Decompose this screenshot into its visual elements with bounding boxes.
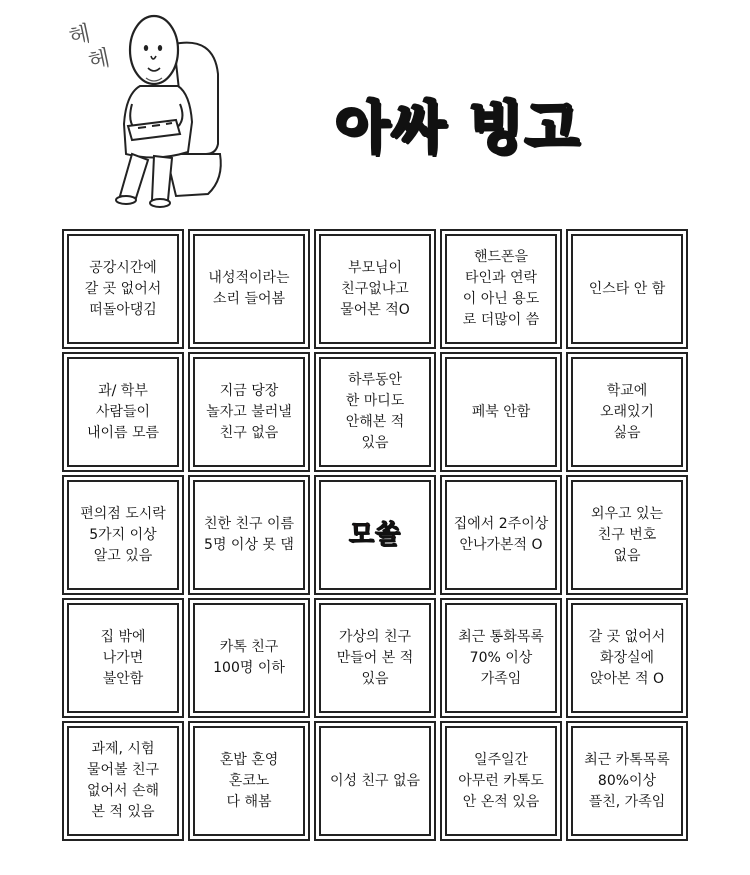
bingo-cell-label: 과제, 시험 물어볼 친구 없어서 손해 본 적 있음	[86, 741, 160, 820]
bingo-cell-frame	[67, 357, 179, 467]
bingo-cell-label: 페북 안함	[471, 403, 531, 420]
laugh-char-1: 헤	[66, 21, 93, 51]
bingo-cell-frame	[571, 234, 683, 344]
bingo-cell[interactable]	[62, 229, 184, 349]
bingo-cell[interactable]	[440, 598, 562, 718]
bingo-cell[interactable]	[314, 598, 436, 718]
bingo-cell[interactable]	[188, 475, 310, 595]
bingo-cell[interactable]	[566, 721, 688, 841]
bingo-cell[interactable]	[188, 352, 310, 472]
bingo-cell-label: 친한 친구 이름 5명 이상 못 댐	[203, 516, 295, 553]
bingo-cell-frame	[445, 234, 557, 344]
bingo-cell-frame	[67, 480, 179, 590]
bingo-cell-label: 이성 친구 없음	[329, 772, 421, 789]
laugh-char-2: 헤	[86, 45, 113, 75]
bingo-cell-label: 핸드폰을 타인과 연락 이 아닌 용도 로 더많이 씀	[462, 249, 540, 328]
bingo-cell[interactable]	[566, 229, 688, 349]
bingo-cell-label: 갈 곳 없어서 화장실에 앉아본 적 O	[588, 628, 666, 687]
bingo-cell-frame	[319, 603, 431, 713]
bingo-cell-label: 혼밥 혼영 혼코노 다 해봄	[219, 751, 279, 810]
bingo-cell[interactable]	[566, 598, 688, 718]
bingo-free-label: 모쏠	[348, 519, 402, 550]
bingo-cell[interactable]	[62, 352, 184, 472]
bingo-cell-frame	[571, 603, 683, 713]
bingo-cell-label: 과/ 학부 사람들이 내이름 모름	[86, 382, 160, 441]
bingo-cell-label: 외우고 있는 친구 번호 없음	[590, 505, 664, 564]
bingo-cell-label: 부모님이 친구없냐고 물어본 적O	[340, 259, 410, 318]
bingo-cell[interactable]	[188, 229, 310, 349]
bingo-cell-frame	[319, 357, 431, 467]
bingo-cell-frame	[193, 480, 305, 590]
bingo-cell-frame	[445, 726, 557, 836]
bingo-cell-frame	[67, 726, 179, 836]
bingo-cell[interactable]	[314, 721, 436, 841]
bingo-cell[interactable]	[566, 475, 688, 595]
bingo-cell[interactable]	[566, 352, 688, 472]
bingo-cell-label: 인스타 안 함	[588, 280, 666, 297]
bingo-cell-label: 지금 당장 놀자고 불러낼 친구 없음	[206, 382, 292, 441]
bingo-cell-label: 카톡 친구 100명 이하	[213, 639, 285, 676]
bingo-cell-frame	[319, 234, 431, 344]
bingo-cell[interactable]	[188, 598, 310, 718]
bingo-cell-label: 내성적이라는 소리 들어봄	[208, 270, 290, 307]
bingo-cell-label: 하루동안 한 마디도 안해본 적 있음	[345, 372, 405, 451]
bingo-cell[interactable]	[440, 721, 562, 841]
bingo-cell-label: 최근 카톡목록 80%이상 플친, 가족임	[584, 751, 670, 810]
bingo-cell[interactable]	[62, 475, 184, 595]
bingo-cell-label: 가상의 친구 만들어 본 적 있음	[336, 628, 414, 687]
bingo-cell[interactable]	[188, 721, 310, 841]
bingo-cell-frame	[445, 357, 557, 467]
bingo-cell-label: 학교에 오래있기 싫음	[599, 382, 655, 441]
bingo-cell-label: 집에서 2주이상 안나가본적 O	[453, 516, 549, 553]
bingo-cell-label: 최근 통화목록 70% 이상 가족임	[458, 628, 544, 687]
bingo-board	[62, 229, 692, 844]
bingo-cell-frame	[67, 234, 179, 344]
bingo-cell[interactable]	[314, 352, 436, 472]
bingo-cell-frame	[571, 726, 683, 836]
bingo-cell[interactable]	[62, 721, 184, 841]
toilet-man-illustration	[96, 4, 226, 214]
bingo-cell-frame	[445, 603, 557, 713]
bingo-cell-label: 일주일간 아무런 카톡도 안 온적 있음	[458, 751, 544, 810]
bingo-cell[interactable]	[440, 352, 562, 472]
bingo-cell[interactable]	[62, 598, 184, 718]
bingo-cell[interactable]	[314, 229, 436, 349]
bingo-cell-frame	[67, 603, 179, 713]
bingo-cell[interactable]	[440, 229, 562, 349]
bingo-cell-label: 공강시간에 갈 곳 없어서 떠돌아댕김	[84, 259, 162, 318]
bingo-cell[interactable]	[440, 475, 562, 595]
bingo-cell-label: 집 밖에 나가면 불안함	[100, 628, 146, 687]
bingo-cell-frame	[193, 726, 305, 836]
bingo-free-cell[interactable]	[314, 475, 436, 595]
bingo-cell-label: 편의점 도시락 5가지 이상 알고 있음	[80, 505, 166, 564]
bingo-cell-frame	[571, 480, 683, 590]
page-title: 아싸 빙고	[335, 96, 581, 161]
bingo-cell-frame	[193, 603, 305, 713]
bingo-cell-frame	[319, 480, 431, 590]
bingo-cell-frame	[193, 357, 305, 467]
bingo-cell-frame	[319, 726, 431, 836]
bingo-cell-frame	[445, 480, 557, 590]
bingo-cell-frame	[571, 357, 683, 467]
bingo-cell-frame	[193, 234, 305, 344]
